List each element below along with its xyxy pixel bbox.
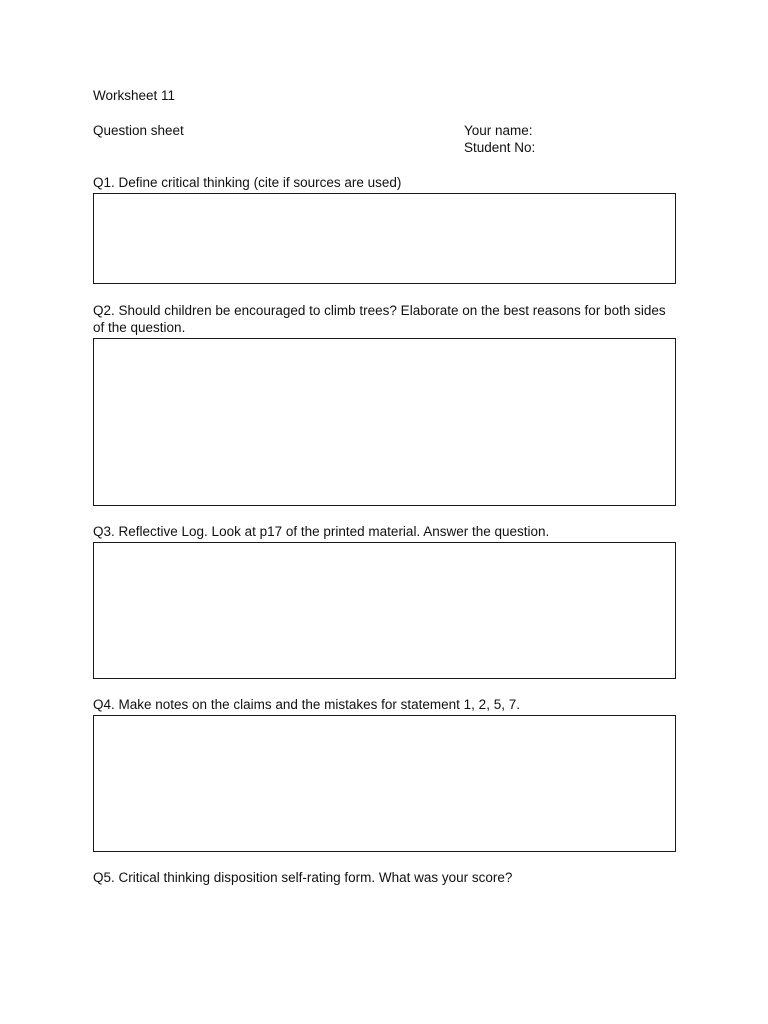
question-3-text: Q3. Reflective Log. Look at p17 of the printed material. Answer the question. (93, 524, 550, 539)
student-no-label: Student No: (464, 140, 536, 155)
worksheet-title: Worksheet 11 (93, 88, 176, 103)
name-label: Your name: (464, 123, 533, 138)
question-5-text: Q5. Critical thinking disposition self-rating form. What was your score? (93, 870, 513, 885)
question-2-answer-box[interactable] (93, 338, 676, 506)
question-4-text: Q4. Make notes on the claims and the mistakes for statement 1, 2, 5, 7. (93, 697, 520, 712)
question-3-answer-box[interactable] (93, 542, 676, 679)
question-4-answer-box[interactable] (93, 715, 676, 852)
sheet-subtitle: Question sheet (93, 123, 184, 138)
question-1-answer-box[interactable] (93, 193, 676, 284)
question-1-text: Q1. Define critical thinking (cite if sources are used) (93, 175, 402, 190)
question-2-text: Q2. Should children be encouraged to climb trees? Elaborate on the best reasons for both sides of the question. (93, 303, 666, 335)
